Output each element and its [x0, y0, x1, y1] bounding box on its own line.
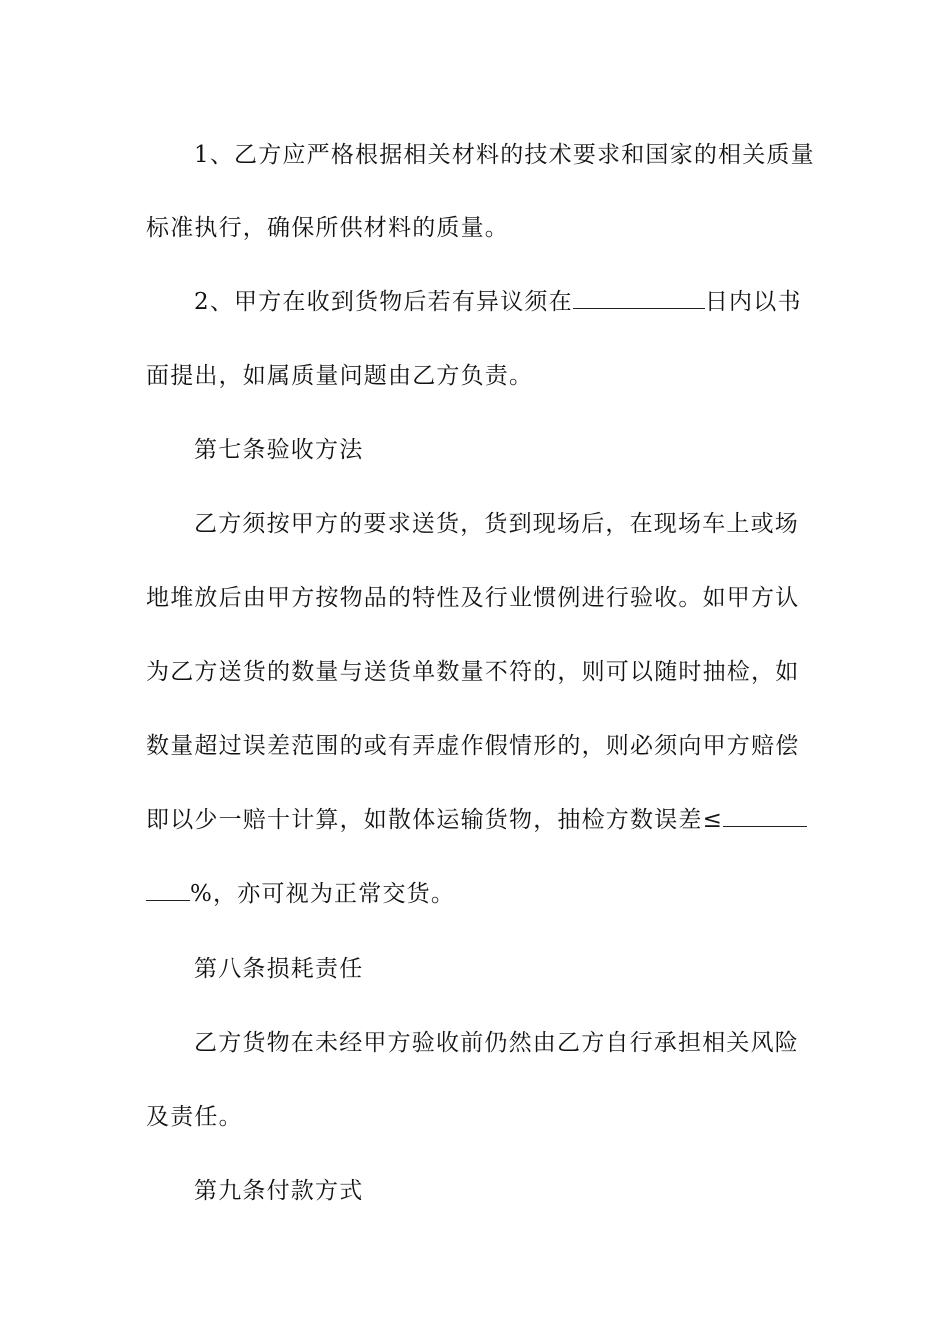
article-9-heading: 第九条付款方式	[194, 1178, 364, 1204]
article-7-para-line-6-text: %，亦可视为正常交货。	[190, 881, 456, 907]
blank-tolerance-field-b	[146, 880, 190, 901]
article-7-para-line-2: 地堆放后由甲方按物品的特性及行业惯例进行验收。如甲方认	[146, 585, 800, 611]
article-7-para-line-4: 数量超过误差范围的或有弄虚作假情形的，则必须向甲方赔偿	[146, 733, 800, 759]
article-8-heading: 第八条损耗责任	[194, 956, 364, 982]
article-7-para-line-1: 乙方须按甲方的要求送货，货到现场后，在现场车上或场	[194, 511, 799, 537]
article-7-para-line-3: 为乙方送货的数量与送货单数量不符的，则可以随时抽检，如	[146, 659, 800, 685]
clause-6-item-2-text-b: 日内以书	[704, 289, 802, 315]
article-8-para-line-1: 乙方货物在未经甲方验收前仍然由乙方自行承担相关风险	[194, 1030, 799, 1056]
article-8-para-line-2: 及责任。	[146, 1104, 243, 1130]
clause-6-item-2-text-a: 2、甲方在收到货物后若有异议须在	[194, 289, 573, 315]
article-7-para-line-6	[146, 879, 806, 909]
blank-tolerance-field-a	[723, 806, 807, 827]
article-7-heading: 第七条验收方法	[194, 437, 364, 463]
clause-6-item-1-line-2: 标准执行，确保所供材料的质量。	[146, 215, 509, 241]
blank-days-field	[573, 288, 705, 309]
article-7-para-line-5	[146, 805, 806, 835]
article-7-para-line-5-text: 即以少一赔十计算，如散体运输货物，抽检方数误差≤	[146, 807, 724, 833]
clause-6-item-1-line-1: 1、乙方应严格根据相关材料的技术要求和国家的相关质量	[194, 142, 815, 168]
clause-6-item-2-line-2: 面提出，如属质量问题由乙方负责。	[146, 363, 534, 389]
clause-6-item-2-line-1	[194, 287, 806, 317]
